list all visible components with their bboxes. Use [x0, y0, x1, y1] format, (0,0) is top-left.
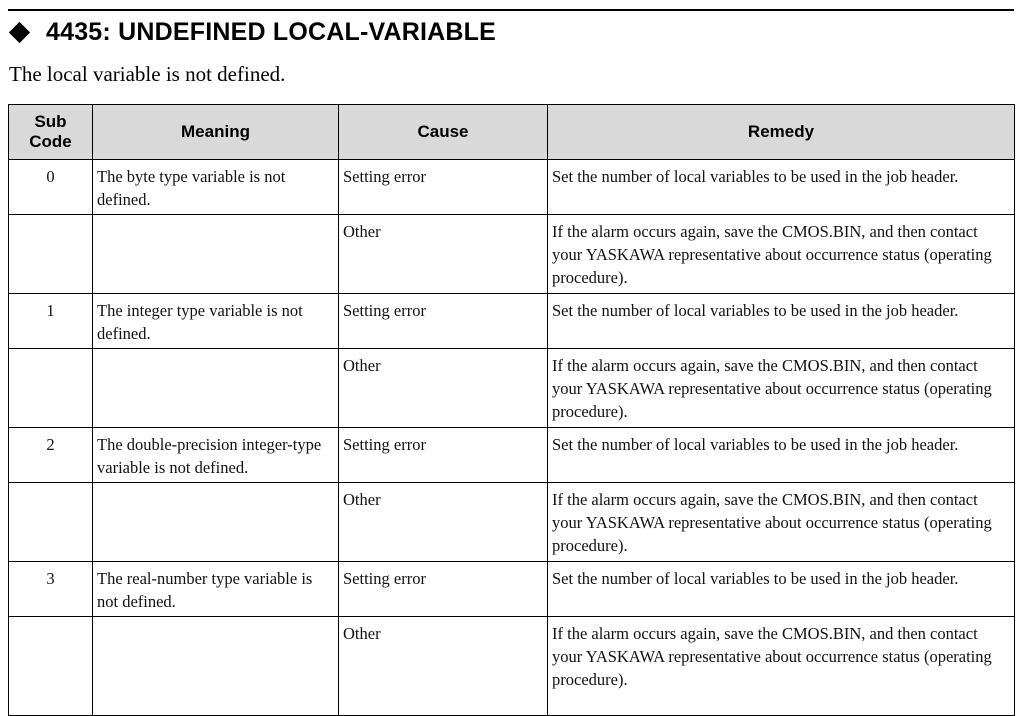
sub-code-cell — [9, 617, 93, 716]
meaning-cell — [93, 483, 339, 562]
remedy-cell: If the alarm occurs again, save the CMOS.BIN, and then contact your YASKAWA representative about occurrence status (operating procedure). — [548, 483, 1015, 562]
cause-cell: Other — [339, 617, 548, 716]
remedy-cell: Set the number of local variables to be used in the job header. — [548, 160, 1015, 215]
sub-code-cell — [9, 349, 93, 428]
remedy-cell: Set the number of local variables to be used in the job header. — [548, 428, 1015, 483]
table-row — [9, 428, 1015, 483]
diamond-bullet-icon — [9, 21, 30, 42]
meaning-cell: The byte type variable is not defined. — [93, 160, 339, 215]
meaning-cell — [93, 349, 339, 428]
table-row — [9, 349, 1015, 428]
alarm-heading — [8, 14, 496, 50]
table-row — [9, 215, 1015, 294]
remedy-cell: If the alarm occurs again, save the CMOS.BIN, and then contact your YASKAWA representative about occurrence status (operating procedure). — [548, 617, 1015, 716]
meaning-cell — [93, 617, 339, 716]
meaning-cell: The integer type variable is not defined. — [93, 294, 339, 349]
cause-cell: Setting error — [339, 160, 548, 215]
sub-code-cell — [9, 483, 93, 562]
cause-cell: Setting error — [339, 562, 548, 617]
alarm-title: 4435: UNDEFINED LOCAL-VARIABLE — [46, 17, 497, 46]
header-sub-code-line2: Code — [29, 132, 72, 151]
table-row — [9, 160, 1015, 215]
heading-rule — [8, 9, 1014, 11]
header-sub-code — [9, 105, 93, 160]
remedy-cell: If the alarm occurs again, save the CMOS.BIN, and then contact your YASKAWA representative about occurrence status (operating procedure). — [548, 349, 1015, 428]
cause-cell: Setting error — [339, 428, 548, 483]
sub-code-cell: 0 — [9, 160, 93, 215]
header-remedy: Remedy — [548, 105, 1015, 160]
cause-cell: Other — [339, 483, 548, 562]
header-cause: Cause — [339, 105, 548, 160]
header-sub-code-line1: Sub — [34, 112, 67, 131]
alarm-table — [8, 104, 1015, 716]
remedy-cell: Set the number of local variables to be used in the job header. — [548, 294, 1015, 349]
sub-code-cell: 3 — [9, 562, 93, 617]
meaning-cell: The real-number type variable is not defined. — [93, 562, 339, 617]
cause-cell: Other — [339, 349, 548, 428]
sub-code-cell: 1 — [9, 294, 93, 349]
header-meaning: Meaning — [93, 105, 339, 160]
meaning-cell — [93, 215, 339, 294]
cause-cell: Setting error — [339, 294, 548, 349]
sub-code-cell: 2 — [9, 428, 93, 483]
cause-cell: Other — [339, 215, 548, 294]
meaning-cell: The double-precision integer-type variable is not defined. — [93, 428, 339, 483]
table-row — [9, 562, 1015, 617]
remedy-cell: If the alarm occurs again, save the CMOS.BIN, and then contact your YASKAWA representative about occurrence status (operating procedure). — [548, 215, 1015, 294]
table-row — [9, 483, 1015, 562]
table-row — [9, 294, 1015, 349]
table-row — [9, 617, 1015, 716]
table-header-row — [9, 105, 1015, 160]
alarm-description: The local variable is not defined. — [9, 62, 286, 86]
sub-code-cell — [9, 215, 93, 294]
remedy-cell: Set the number of local variables to be used in the job header. — [548, 562, 1015, 617]
